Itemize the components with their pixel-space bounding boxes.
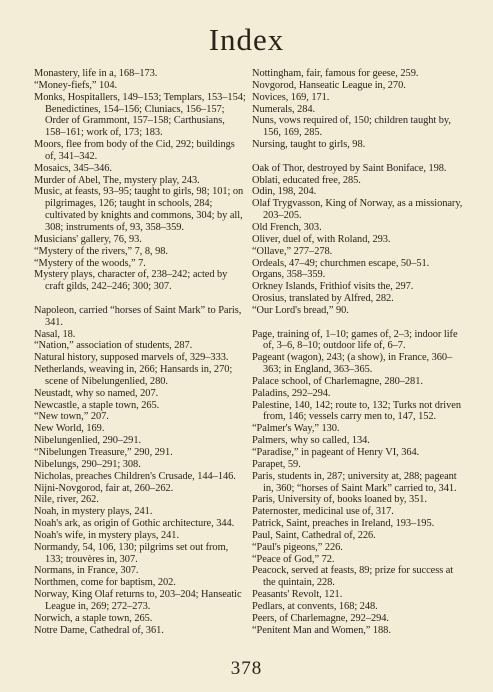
index-entry: Odin, 198, 204. xyxy=(252,186,317,198)
index-entry: Paris, students in, 287; university at, 288; pageant in, 360; “horses of Saint Mark” carried to, 341. xyxy=(252,470,457,494)
index-column-left xyxy=(34,68,246,637)
index-entry: Netherlands, weaving in, 266; Hansards in, 270; scene of Nibelungenlied, 280. xyxy=(34,364,233,387)
index-entry: Noah's wife, in mystery plays, 241. xyxy=(34,529,179,541)
index-entry: Peasants' Revolt, 121. xyxy=(252,589,343,601)
index-entry: Palestine, 140, 142; route to, 132; Turks not driven from, 146; vessels carry men to, 147, 152. xyxy=(252,399,461,423)
index-entry: Ordeals, 47–49; churchmen escape, 50–51. xyxy=(252,257,430,269)
index-entry: Olaf Trygvasson, King of Norway, as a missionary, 203–205. xyxy=(252,198,463,222)
index-entry: Noah, in mystery plays, 241. xyxy=(34,506,153,518)
page-number: 378 xyxy=(230,658,263,679)
index-entry: “Paradise,” in pageant of Henry VI, 364. xyxy=(252,447,420,458)
index-entry: Parapet, 59. xyxy=(252,458,301,470)
index-entry: Organs, 358–359. xyxy=(252,269,326,281)
index-entry: Musicians' gallery, 76, 93. xyxy=(34,233,142,245)
index-entry: Neustadt, why so named, 207. xyxy=(34,387,159,399)
index-entry: “Palmer's Way,” 130. xyxy=(252,423,340,435)
index-entry: Moors, flee from body of the Cid, 292; buildings of, 341–342. xyxy=(34,139,235,162)
index-entry: Peers, of Charlemagne, 292–294. xyxy=(252,612,389,624)
index-entry: “Penitent Man and Women,” 188. xyxy=(252,624,391,636)
index-entry: Old French, 303. xyxy=(252,221,322,233)
index-entry: Palace school, of Charlemagne, 280–281. xyxy=(252,375,423,387)
index-entry: “Paul's pigeons,” 226. xyxy=(252,541,343,553)
index-entry: Numerals, 284. xyxy=(252,103,316,115)
index-entry: Norway, King Olaf returns to, 203–204; Hanseatic League in, 269; 272–273. xyxy=(34,589,242,612)
page-title: Index xyxy=(208,22,285,57)
index-entry: Normans, in France, 307. xyxy=(34,565,139,577)
index-entry: “Nation,” association of students, 287. xyxy=(34,340,193,352)
index-entry: Nibelungenlied, 290–291. xyxy=(34,435,142,447)
index-entry: Norwich, a staple town, 265. xyxy=(34,612,153,624)
index-entry: Music, at feasts, 93–95; taught to girls, 98; 101; on pilgrimages, 126; taught in schools, 284; cultivated by knights and commons, 304; by all, 308; instruments of, 93, 358–359. xyxy=(34,186,244,233)
index-column-right xyxy=(252,68,466,637)
index-entry: “Our Lord's bread,” 90. xyxy=(252,304,349,316)
index-entry: Napoleon, carried “horses of Saint Mark” to Paris, 341. xyxy=(34,304,242,328)
index-entry: “Ollave,” 277–278. xyxy=(252,245,333,257)
index-entry: Oblati, educated free, 285. xyxy=(252,174,361,186)
index-entry: Paternoster, medicinal use of, 317. xyxy=(252,506,394,518)
index-entry: “Peace of God,” 72. xyxy=(252,553,335,565)
index-entry: “Nibelungen Treasure,” 290, 291. xyxy=(34,447,173,458)
index-entry: Mosaics, 345–346. xyxy=(34,162,112,174)
index-entry: Novices, 169, 171. xyxy=(252,91,330,103)
index-entry: Monastery, life in a, 168–173. xyxy=(34,68,158,79)
index-entry: Nuns, vows required of, 150; children taught by, 156, 169, 285. xyxy=(252,115,451,139)
index-entry: Pageant (wagon), 243; (a show), in France, 360–363; in England, 363–365. xyxy=(252,352,453,376)
index-entry: “Mystery of the rivers,” 7, 8, 98. xyxy=(34,245,168,257)
index-entry: Nicholas, preaches Children's Crusade, 144–146. xyxy=(34,470,236,482)
index-entry: Paul, Saint, Cathedral of, 226. xyxy=(252,529,376,541)
index-entry: Nasal, 18. xyxy=(34,328,76,340)
index-entry: Oak of Thor, destroyed by Saint Boniface, 198. xyxy=(252,162,447,174)
index-entry: Normandy, 54, 106, 130; pilgrims set out from, 133; trouvères in, 307. xyxy=(34,541,229,565)
index-entry: Orosius, translated by Alfred, 282. xyxy=(252,293,394,305)
index-entry: Notre Dame, Cathedral of, 361. xyxy=(34,624,164,636)
index-entry: Oliver, duel of, with Roland, 293. xyxy=(252,233,391,245)
index-entry: “New town,” 207. xyxy=(34,411,109,423)
index-entry: Monks, Hospitallers, 149–153; Templars, 153–154; Benedictines, 154–156; Cluniacs, 156–157; Order of Grammont, 157–158; Carthusians, 158–161; work of, 173; 183. xyxy=(34,91,246,139)
index-entry: Nijni-Novgorod, fair at, 260–262. xyxy=(34,482,174,494)
index-entry: Noah's ark, as origin of Gothic architecture, 344. xyxy=(34,518,235,530)
index-entry: Mystery plays, character of, 238–242; acted by craft gilds, 242–246; 300; 307. xyxy=(34,269,228,293)
index-entry: Nursing, taught to girls, 98. xyxy=(252,139,366,151)
index-entry: New World, 169. xyxy=(34,423,105,435)
index-entry: Natural history, supposed marvels of, 329–333. xyxy=(34,352,229,364)
index-entry: Novgorod, Hanseatic League in, 270. xyxy=(252,79,406,91)
index-entry: Nibelungs, 290–291; 308. xyxy=(34,458,141,470)
index-entry: Paladins, 292–294. xyxy=(252,387,331,399)
index-entry: Patrick, Saint, preaches in Ireland, 193–195. xyxy=(252,518,435,530)
index-entry: Palmers, why so called, 134. xyxy=(252,435,370,447)
index-entry: Paris, University of, books loaned by, 351. xyxy=(252,494,427,506)
index-entry: Murder of Abel, The, mystery play, 243. xyxy=(34,174,200,186)
index-entry: “Money-fiefs,” 104. xyxy=(34,79,118,91)
index-entry: Nile, river, 262. xyxy=(34,494,99,506)
index-entry: Pedlars, at convents, 168; 248. xyxy=(252,600,378,612)
index-entry: Nottingham, fair, famous for geese, 259. xyxy=(252,68,419,79)
index-entry: “Mystery of the woods,” 7. xyxy=(34,257,146,269)
index-entry: Page, training of, 1–10; games of, 2–3; indoor life of, 3–6, 8–10; outdoor life of, 6–7. xyxy=(252,328,458,352)
index-entry: Orkney Islands, Frithiof visits the, 297. xyxy=(252,281,414,293)
index-entry: Peacock, served at feasts, 89; prize for success at the quintain, 228. xyxy=(252,565,454,589)
index-entry: Newcastle, a staple town, 265. xyxy=(34,399,160,411)
index-entry: Northmen, come for baptism, 202. xyxy=(34,577,176,589)
